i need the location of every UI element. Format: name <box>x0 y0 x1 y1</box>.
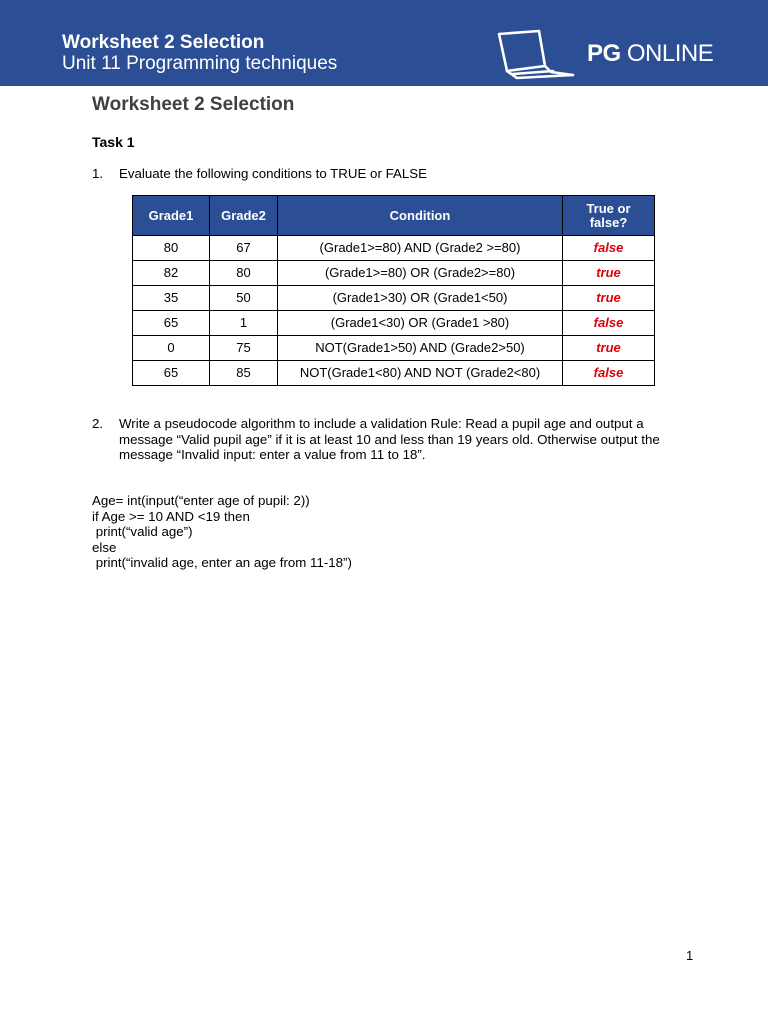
header-grade1: Grade1 <box>133 196 210 236</box>
cell-grade1: 65 <box>133 311 210 336</box>
header-grade2: Grade2 <box>210 196 278 236</box>
cell-grade2: 67 <box>210 236 278 261</box>
cell-grade2: 1 <box>210 311 278 336</box>
cell-grade2: 50 <box>210 286 278 311</box>
cell-grade2: 80 <box>210 261 278 286</box>
cell-condition: NOT(Grade1<80) AND NOT (Grade2<80) <box>278 361 563 386</box>
header-banner <box>0 0 768 86</box>
cell-answer: false <box>563 236 655 261</box>
question-number: 2. <box>92 416 104 431</box>
task-label: Task 1 <box>92 134 135 150</box>
code-line: if Age >= 10 AND <19 then <box>92 508 250 524</box>
page-title: Worksheet 2 Selection <box>92 94 295 115</box>
table-row <box>133 286 655 311</box>
table-row <box>133 311 655 336</box>
cell-condition: (Grade1>=80) AND (Grade2 >=80) <box>278 236 563 261</box>
cell-answer: false <box>563 311 655 336</box>
question-number: 1. <box>92 166 104 181</box>
cell-answer: true <box>563 336 655 361</box>
table-row <box>133 336 655 361</box>
question-text: Evaluate the following conditions to TRUE or FALSE <box>119 166 427 181</box>
cell-condition: NOT(Grade1>50) AND (Grade2>50) <box>278 336 563 361</box>
pseudocode-answer <box>92 493 352 571</box>
cell-grade1: 65 <box>133 361 210 386</box>
logo-text: PG ONLINE <box>587 40 714 67</box>
code-line: print(“invalid age, enter an age from 11-18”) <box>92 555 352 570</box>
cell-grade1: 0 <box>133 336 210 361</box>
cell-answer: false <box>563 361 655 386</box>
conditions-table <box>132 195 655 386</box>
code-line: print(“valid age”) <box>92 524 193 539</box>
table-header-row <box>133 196 655 236</box>
cell-condition: (Grade1>30) OR (Grade1<50) <box>278 286 563 311</box>
question-text: Write a pseudocode algorithm to include a validation Rule: Read a pupil age and output a message “Valid pupil age” if it is at least 10 and less than 19 years old. Otherwise output the message “Invalid input: enter a value from 11 to 18”. <box>119 416 660 462</box>
cell-answer: true <box>563 286 655 311</box>
code-line: else <box>92 539 117 555</box>
cell-grade1: 82 <box>133 261 210 286</box>
cell-grade2: 85 <box>210 361 278 386</box>
header-title: Worksheet 2 Selection <box>62 32 265 53</box>
cell-condition: (Grade1<30) OR (Grade1 >80) <box>278 311 563 336</box>
question-2 <box>92 416 692 464</box>
header-subtitle: Unit 11 Programming techniques <box>62 53 338 74</box>
header-true-or-false: True or false? <box>563 196 655 236</box>
cell-grade1: 80 <box>133 236 210 261</box>
logo <box>587 40 713 68</box>
code-line: Age= int(input(“enter age of pupil: 2)) <box>92 493 310 508</box>
cell-grade1: 35 <box>133 286 210 311</box>
table-row <box>133 261 655 286</box>
table-row <box>133 361 655 386</box>
cell-grade2: 75 <box>210 336 278 361</box>
cell-answer: true <box>563 261 655 286</box>
header-condition: Condition <box>278 196 563 236</box>
table-row <box>133 236 655 261</box>
question-1 <box>92 166 692 182</box>
cell-condition: (Grade1>=80) OR (Grade2>=80) <box>278 261 563 286</box>
page-number: 1 <box>686 948 694 963</box>
laptop-icon <box>493 27 577 83</box>
